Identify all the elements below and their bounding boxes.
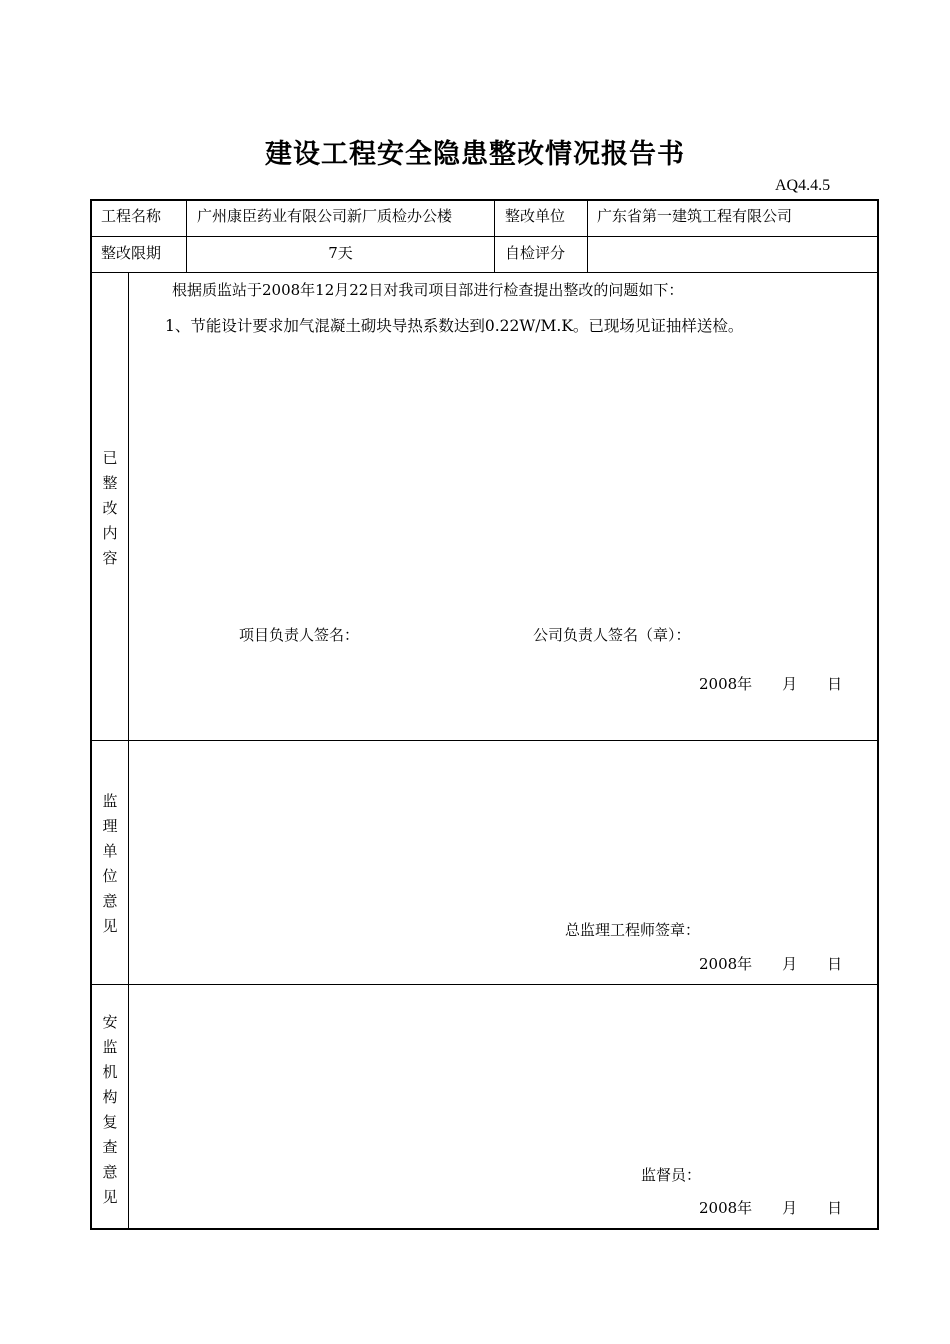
form-code: AQ4.4.5 [775,177,831,194]
rectification-unit-value: 广东省第一建筑工程有限公司 [597,207,793,225]
row-divider [91,272,878,273]
row-divider [91,984,878,985]
inspector-signature-label: 监督员： [641,1166,702,1184]
row-divider [91,740,878,741]
self-check-score-label: 自检评分 [505,244,566,262]
issue-item-1: 1、节能设计要求加气混凝土砌块导热系数达到0.22W/M.K。已现场见证抽样送检。 [165,317,744,335]
section-label-rectified-content: 已 整 改 内 容 [102,449,118,567]
section-label-safety-review-opinion: 安 监 机 构 复 查 意 见 [102,1013,118,1206]
date-line: 2008年 月 日 [699,955,843,973]
date-line: 2008年 月 日 [699,1199,843,1217]
column-divider [587,200,588,272]
rectification-unit-label: 整改单位 [505,207,566,225]
project-manager-signature-label: 项目负责人签名： [239,626,360,644]
report-table [90,199,879,1230]
date-line: 2008年 月 日 [699,675,843,693]
row-divider [91,236,878,237]
company-manager-signature-label: 公司负责人签名（章）： [533,626,691,644]
intro-text: 根据质监站于2008年12月22日对我司项目部进行检查提出整改的问题如下： [172,281,684,299]
page-title: 建设工程安全隐患整改情况报告书 [265,139,685,170]
rectification-period-value: 7天 [328,244,353,262]
column-divider [494,200,495,272]
chief-supervisor-signature-label: 总监理工程师签章： [565,921,701,939]
section-label-supervision-opinion: 监 理 单 位 意 见 [102,792,118,935]
project-name-label: 工程名称 [101,207,162,225]
project-name-value: 广州康臣药业有限公司新厂质检办公楼 [197,207,453,225]
rectification-period-label: 整改限期 [101,244,162,262]
